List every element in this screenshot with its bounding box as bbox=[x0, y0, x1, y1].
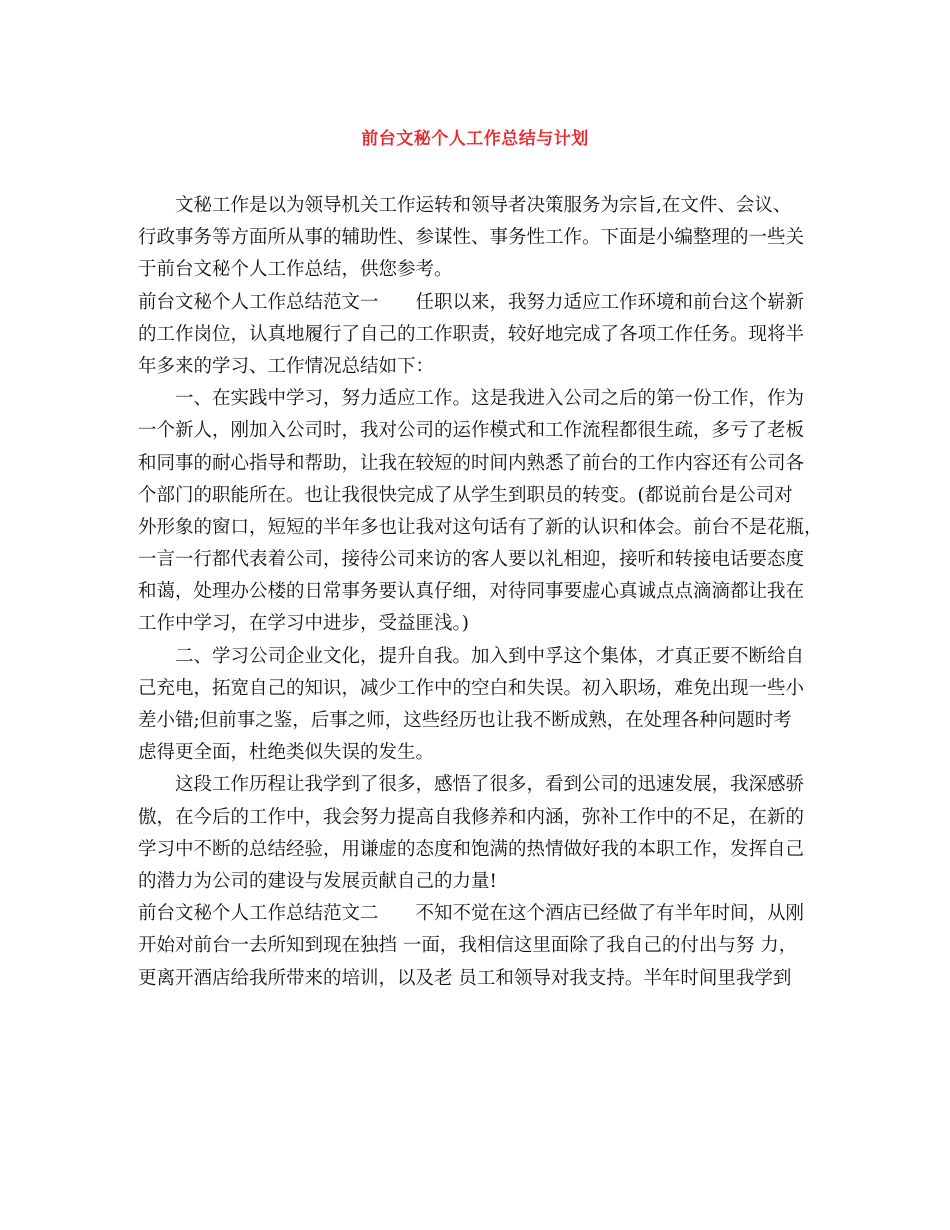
body-line: 工作中学习，在学习中进步，受益匪浅。) bbox=[138, 613, 469, 635]
body-line: 虑得更全面，杜绝类似失误的发生。 bbox=[138, 742, 435, 764]
body-line: 二、学习公司企业文化，提升自我。加入到中孚这个集体，才真正要不断给自 bbox=[175, 645, 805, 667]
body-line: 于前台文秘个人工作总结，供您参考。 bbox=[138, 259, 453, 281]
body-line: 的工作岗位，认真地履行了自己的工作职责，较好地完成了各项工作任务。现将半 bbox=[138, 323, 805, 345]
body-line: 年多来的学习、工作情况总结如下： bbox=[138, 355, 435, 377]
body-line: 前台文秘个人工作总结范文二 不知不觉在这个酒店已经做了有半年时间，从刚 bbox=[138, 903, 805, 925]
body-line: 这段工作历程让我学到了很多，感悟了很多，看到公司的迅速发展，我深感骄 bbox=[175, 774, 805, 796]
body-line: 开始对前台一去所知到现在独挡 一面，我相信这里面除了我自己的付出与努 力， bbox=[138, 935, 798, 957]
body-line: 个部门的职能所在。也让我很快完成了从学生到职员的转变。(都说前台是公司对 bbox=[138, 484, 793, 506]
body-line: 一、在实践中学习，努力适应工作。这是我进入公司之后的第一份工作，作为 bbox=[175, 388, 805, 410]
body-line: 差小错;但前事之鉴，后事之师，这些经历也让我不断成熟，在处理各种问题时考 bbox=[138, 710, 792, 731]
body-line: 傲，在今后的工作中，我会努力提高自我修养和内涵，弥补工作中的不足，在新的 bbox=[138, 806, 805, 828]
body-line: 学习中不断的总结经验，用谦虚的态度和饱满的热情做好我的本职工作，发挥自己 bbox=[138, 838, 805, 860]
document-title: 前台文秘个人工作总结与计划 bbox=[361, 129, 589, 149]
body-line: 和蔼，处理办公楼的日常事务要认真仔细，对待同事要虚心真诚点点滴滴都让我在 bbox=[138, 581, 805, 603]
document-body bbox=[138, 190, 824, 995]
body-line: 行政事务等方面所从事的辅助性、参谋性、事务性工作。下面是小编整理的一些关 bbox=[138, 227, 805, 249]
body-line: 外形象的窗口，短短的半年多也让我对这句话有了新的认识和体会。前台不是花瓶， bbox=[138, 516, 823, 538]
body-line: 己充电，拓宽自己的知识，减少工作中的空白和失误。初入职场，难免出现一些小 bbox=[138, 677, 805, 699]
body-line: 文秘工作是以为领导机关工作运转和领导者决策服务为宗旨,在文件、会议、 bbox=[175, 195, 792, 216]
body-line: 一言一行都代表着公司，接待公司来访的客人要以礼相迎，接听和转接电话要态度 bbox=[138, 549, 805, 571]
body-line: 的潜力为公司的建设与发展贡献自己的力量! bbox=[138, 870, 497, 892]
body-line: 和同事的耐心指导和帮助，让我在较短的时间内熟悉了前台的工作内容还有公司各 bbox=[138, 452, 805, 474]
body-line: 前台文秘个人工作总结范文一 任职以来，我努力适应工作环境和前台这个崭新 bbox=[138, 291, 805, 313]
body-line: 更离开酒店给我所带来的培训，以及老 员工和领导对我支持。半年时间里我学到 bbox=[138, 967, 792, 989]
body-line: 一个新人，刚加入公司时，我对公司的运作模式和工作流程都很生疏，多亏了老板 bbox=[138, 420, 805, 442]
